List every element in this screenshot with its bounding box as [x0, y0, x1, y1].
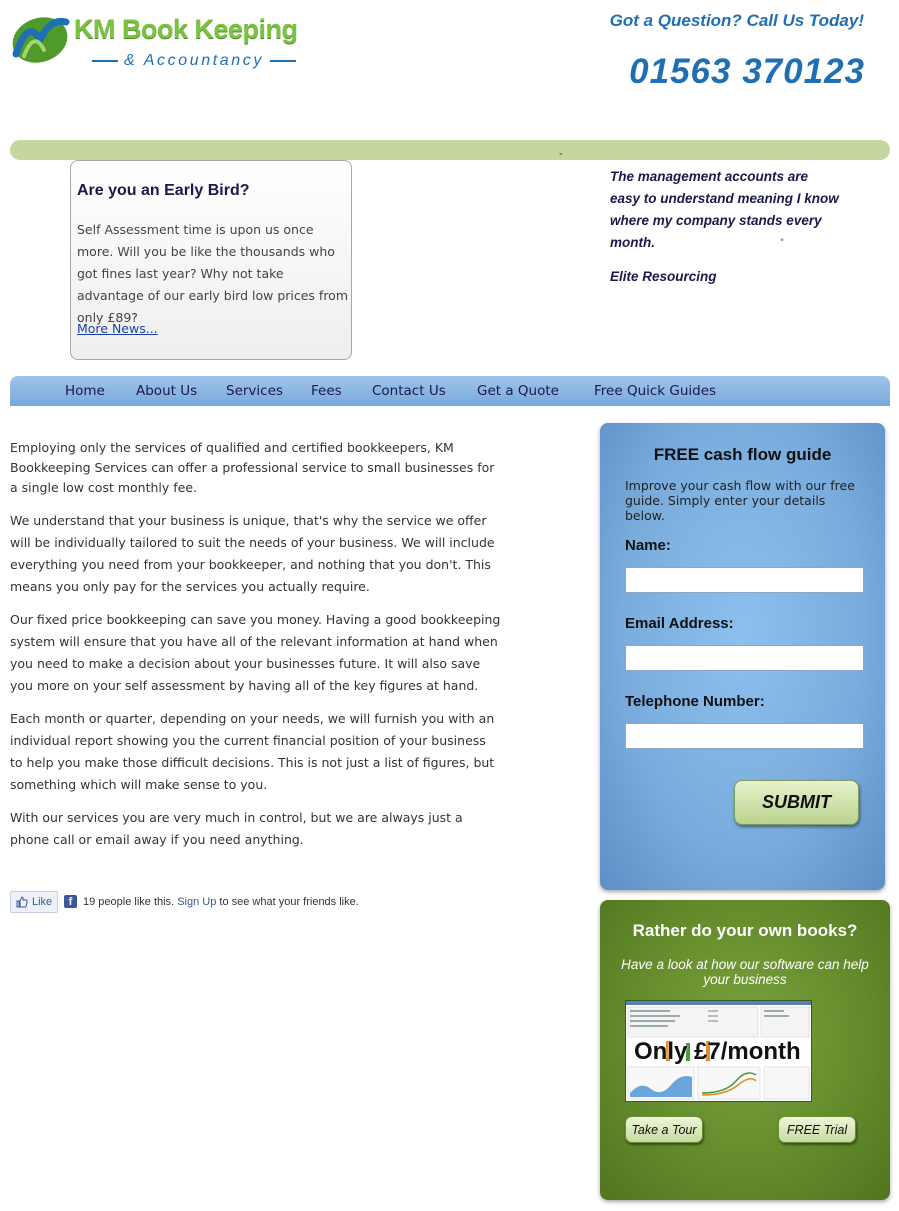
- nav-get-a-quote[interactable]: Get a Quote: [477, 383, 559, 399]
- price-overlay: Only £7/month: [634, 1038, 801, 1065]
- facebook-like-button[interactable]: [10, 891, 58, 913]
- signup-link[interactable]: Sign Up: [177, 896, 217, 908]
- nav-services[interactable]: Services: [226, 383, 283, 399]
- quote-mark: ": [559, 152, 563, 161]
- thumbs-up-icon: [16, 896, 28, 908]
- news-body: Self Assessment time is upon us once more. Will you be like the thousands who got fines last year? Why not take advantage of our early bird low prices from only £89?: [77, 222, 349, 325]
- take-a-tour-button[interactable]: Take a Tour: [625, 1116, 703, 1143]
- name-input[interactable]: [625, 567, 864, 593]
- more-news-link[interactable]: More News...: [77, 321, 158, 336]
- body-paragraph: We understand that your business is unique, that's why the service we offer will be individually tailored to suit the needs of your business. We will include everything you need from your bookkeeper, and nothing that you don't. This means you only pay for the services you actually require.: [10, 513, 495, 594]
- nav-home[interactable]: Home: [65, 383, 105, 399]
- header-question: Got a Question? Call Us Today!: [609, 11, 864, 30]
- logo-swoosh-icon: [10, 10, 72, 64]
- software-title: Rather do your own books?: [632, 921, 858, 940]
- name-label: Name:: [625, 537, 671, 554]
- facebook-icon: f: [64, 895, 77, 908]
- like-count-text: [83, 896, 359, 908]
- software-screenshot[interactable]: [625, 1000, 812, 1102]
- logo-dash-left: [92, 60, 118, 62]
- cashflow-guide-box: [600, 423, 885, 890]
- like-suffix: to see what your friends like.: [219, 896, 359, 908]
- cashflow-description: Improve your cash flow with our free guide. Simply enter your details below.: [625, 478, 855, 523]
- free-trial-button[interactable]: FREE Trial: [778, 1116, 856, 1143]
- like-count: 19 people like this.: [83, 896, 175, 908]
- software-promo-box: [600, 900, 890, 1200]
- news-box: [70, 160, 352, 360]
- green-divider-bar: [10, 140, 890, 160]
- logo-subtitle: [74, 52, 314, 70]
- like-label: Like: [32, 896, 53, 908]
- body-paragraph: Each month or quarter, depending on your needs, we will furnish you with an individual report showing you the current financial position of your business to help you make those difficult decisions. This is not just a list of figures, but something which will make sense to you.: [10, 711, 495, 792]
- testimonial-quote: The management accounts are easy to understand meaning I know where my company stands every month.: [610, 169, 839, 250]
- testimonial-author: Elite Resourcing: [610, 269, 717, 284]
- news-title: Are you an Early Bird?: [77, 182, 250, 199]
- quote-mark: ": [780, 238, 785, 248]
- logo-subtitle-text: & Accountancy: [124, 52, 264, 69]
- main-content: [10, 438, 502, 862]
- email-input[interactable]: [625, 645, 864, 671]
- logo-dash-right: [270, 60, 296, 62]
- nav-contact-us[interactable]: Contact Us: [372, 383, 446, 399]
- submit-button[interactable]: SUBMIT: [734, 780, 859, 825]
- body-paragraph: Our fixed price bookkeeping can save you money. Having a good bookkeeping system will ensure that you have all of the relevant information at hand when you need to make a decision about your businesses future. It will also save you more on your self assessment by having all of the key figures at hand.: [10, 612, 501, 693]
- software-description: Have a look at how our software can help your business: [621, 957, 869, 987]
- logo-name: KM Book Keeping: [74, 14, 298, 44]
- main-nav: [10, 376, 890, 406]
- email-label: Email Address:: [625, 615, 734, 632]
- telephone-input[interactable]: [625, 723, 864, 749]
- site-logo[interactable]: [10, 8, 310, 70]
- telephone-label: Telephone Number:: [625, 693, 765, 710]
- header-phone[interactable]: 01563 370123: [629, 52, 865, 91]
- body-paragraph: With our services you are very much in control, but we are always just a phone call or email away if you need anything.: [10, 810, 463, 847]
- intro-paragraph: Employing only the services of qualified and certified bookkeepers, KM Bookkeeping Services can offer a professional service to small businesses for a single low cost monthly fee.: [10, 440, 495, 495]
- nav-free-quick-guides[interactable]: Free Quick Guides: [594, 383, 717, 399]
- cashflow-title: FREE cash flow guide: [653, 445, 832, 464]
- nav-about-us[interactable]: About Us: [136, 383, 198, 399]
- nav-fees[interactable]: Fees: [311, 383, 342, 399]
